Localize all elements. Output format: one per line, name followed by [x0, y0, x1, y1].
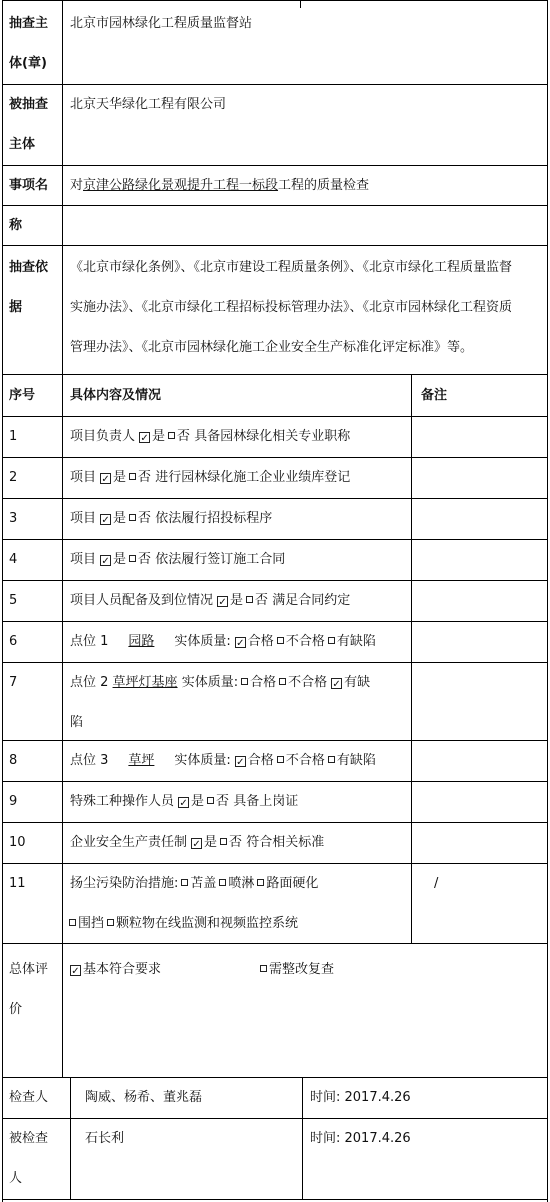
- unchecked-box[interactable]: [241, 678, 248, 685]
- basis-line-1: 《北京市绿化条例》、《北京市建设工程质量条例》、《北京市绿化工程质量监督: [70, 260, 513, 275]
- basis-line-2: 实施办法》、《北京市绿化工程招标投标管理办法》、《北京市园林绿化工程资质: [70, 300, 513, 315]
- point-place: 园路: [128, 634, 155, 649]
- item-4-no: 4: [9, 552, 18, 567]
- item-5-no: 5: [9, 593, 18, 608]
- item-9-content: 特殊工种操作人员✓ 是 否 具备上岗证: [70, 792, 298, 812]
- inspected-person-time: 时间: 2017.4.26: [310, 1131, 411, 1146]
- item-11-content: 扬尘污染防治措施: 苫盖 喷淋 路面硬化: [70, 876, 319, 891]
- checked-box[interactable]: [331, 678, 342, 689]
- unchecked-box[interactable]: [277, 756, 284, 763]
- unchecked-box[interactable]: [328, 637, 335, 644]
- point-1-no: 6: [9, 634, 18, 649]
- item-2-content: 项目✓ 是 否 进行园林绿化施工企业业绩库登记: [70, 468, 350, 488]
- basis-label-2: 据: [9, 300, 23, 315]
- item-3-no: 3: [9, 511, 18, 526]
- item-name-label-1: 事项名: [9, 178, 49, 193]
- unchecked-box[interactable]: [257, 879, 264, 886]
- unchecked-box[interactable]: [168, 432, 175, 439]
- item-1-no: 1: [9, 429, 18, 444]
- unchecked-box[interactable]: [328, 756, 335, 763]
- header-no: 序号: [9, 388, 36, 403]
- inspector-label: 检查人: [9, 1090, 49, 1105]
- unchecked-box[interactable]: [220, 838, 227, 845]
- inspector-time: 时间: 2017.4.26: [310, 1090, 411, 1105]
- checked-box[interactable]: [178, 797, 189, 808]
- point-1-content: 点位 1 园路 实体质量:✓ 合格 不合格 有缺陷: [70, 632, 376, 652]
- item-name-value: [70, 176, 369, 196]
- inspected-person-name: 石长利: [85, 1131, 125, 1146]
- checked-box[interactable]: [139, 432, 150, 443]
- point-2-no: 7: [9, 675, 18, 690]
- overall-label-2: 价: [9, 1002, 23, 1017]
- unchecked-box[interactable]: [219, 879, 226, 886]
- spot-subject-label-2: 体(章): [9, 56, 47, 71]
- checked-box[interactable]: [235, 637, 246, 648]
- item-3-content: 项目✓ 是 否 依法履行招投标程序: [70, 509, 272, 529]
- project-name: 京津公路绿化景观提升工程一标段: [83, 178, 279, 193]
- spot-subject-value: 北京市园林绿化工程质量监督站: [70, 16, 253, 31]
- point-2-content-wrap: 陷: [70, 715, 84, 730]
- inspected-subject-label-1: 被抽查: [9, 97, 49, 112]
- point-3-no: 8: [9, 753, 18, 768]
- item-name-suffix: 工程的质量检查: [278, 178, 370, 193]
- basis-line-3: 管理办法》、《北京市园林绿化施工企业安全生产标准化评定标准》等。: [70, 340, 474, 355]
- unchecked-box[interactable]: [260, 965, 267, 972]
- header-remark: 备注: [421, 388, 448, 403]
- overall-opt-1: ✓基本符合要求: [66, 960, 161, 980]
- overall-label-1: 总体评: [9, 962, 49, 977]
- unchecked-box[interactable]: [207, 797, 214, 804]
- inspected-person-label-1: 被检查: [9, 1131, 49, 1146]
- item-9-no: 9: [9, 794, 18, 809]
- unchecked-box[interactable]: [279, 678, 286, 685]
- checked-box[interactable]: [100, 555, 111, 566]
- item-name-prefix: 对: [70, 178, 84, 193]
- unchecked-box[interactable]: [129, 514, 136, 521]
- inspector-names: 陶威、杨希、董兆磊: [85, 1090, 203, 1105]
- point-place: 草坪: [128, 753, 155, 768]
- checked-box[interactable]: [191, 838, 202, 849]
- point-3-content: 点位 3 草坪 实体质量:✓ 合格 不合格 有缺陷: [70, 751, 376, 771]
- point-place: 草坪灯基座: [112, 675, 178, 690]
- item-10-content: 企业安全生产责任制✓ 是 否 符合相关标准: [70, 833, 324, 853]
- unchecked-box[interactable]: [277, 637, 284, 644]
- item-10-no: 10: [9, 835, 26, 850]
- unchecked-box[interactable]: [246, 596, 253, 603]
- item-11-content-2: 围挡 颗粒物在线监测和视频监控系统: [66, 914, 298, 934]
- item-name-label-2: 称: [9, 218, 23, 233]
- item-2-no: 2: [9, 470, 18, 485]
- item-4-content: 项目✓ 是 否 依法履行签订施工合同: [70, 550, 285, 570]
- unchecked-box[interactable]: [129, 473, 136, 480]
- basis-label-1: 抽查依: [9, 260, 49, 275]
- inspected-person-label-2: 人: [9, 1171, 23, 1186]
- spot-subject-label-1: 抽查主: [9, 16, 49, 31]
- checked-box[interactable]: [235, 756, 246, 767]
- unchecked-box[interactable]: [129, 555, 136, 562]
- checked-box[interactable]: [217, 596, 228, 607]
- checked-box[interactable]: [100, 514, 111, 525]
- checked-box[interactable]: [70, 965, 81, 976]
- item-11-remark: /: [434, 876, 439, 891]
- checked-box[interactable]: [100, 473, 111, 484]
- header-content: 具体内容及情况: [70, 388, 162, 403]
- unchecked-box[interactable]: [69, 919, 76, 926]
- item-5-content: 项目人员配备及到位情况✓ 是 否 满足合同约定: [70, 591, 350, 611]
- unchecked-box[interactable]: [107, 919, 114, 926]
- inspected-subject-value: 北京天华绿化工程有限公司: [70, 97, 227, 112]
- point-2-content: 点位 2 草坪灯基座 实体质量: 合格 不合格✓ 有缺: [70, 673, 370, 693]
- item-1-content: 项目负责人✓ 是 否 具备园林绿化相关专业职称: [70, 427, 350, 447]
- unchecked-box[interactable]: [181, 879, 188, 886]
- item-11-no: 11: [9, 876, 26, 891]
- overall-opt-2: 需整改复查: [257, 960, 334, 980]
- inspected-subject-label-2: 主体: [9, 137, 36, 152]
